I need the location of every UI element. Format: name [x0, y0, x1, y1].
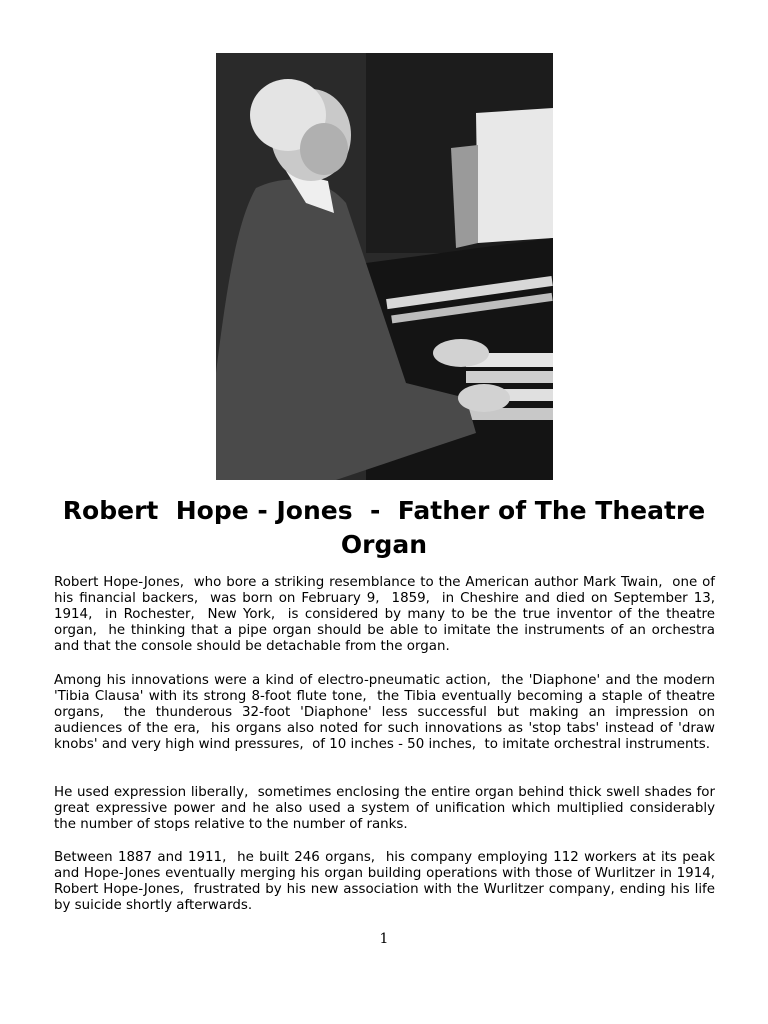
- paragraph-career: Between 1887 and 1911, he built 246 organs, his company employing 112 workers at its peak and Hope-Jones eventually merging his organ building operations with those of Wurlitzer in 1914, Robert Hope-Jones, frustrated by his new association with the Wurlitzer company, ending his life by suicide shortly afterwards.: [54, 850, 724, 913]
- paragraph-biography: Robert Hope-Jones, who bore a striking resemblance to the American author Mark Twain, one of his financial backers, was born on February 9, 1859, in Cheshire and died on September 13, 1914, in Rochester, New York, is considered by many to be the true inventor of the theatre organ, he thinking that a pipe organ should be able to imitate the instruments of an orchestra and that the console should be detachable from the organ.: [54, 575, 724, 654]
- paragraph-expression: He used expression liberally, sometimes enclosing the entire organ behind thick swell shades for great expressive power and he also used a system of unification which multiplied considerably the number of stops relative to the number of ranks.: [54, 785, 720, 832]
- paragraph-innovations: Among his innovations were a kind of electro-pneumatic action, the 'Diaphone' and the modern 'Tibia Clausa' with its strong 8-foot flute tone, the Tibia eventually becoming a staple of theatre organs, the thunderous 32-foot 'Diaphone' less successful but making an impression on audiences of the era, his organs also noted for such innovations as 'stop tabs' instead of 'draw knobs' and very high wind pressures, of 10 inches - 50 inches, to imitate orchestral instruments.: [54, 673, 720, 752]
- portrait-photo: [216, 53, 553, 480]
- page-number: 1: [379, 931, 389, 947]
- document-title: Robert Hope - Jones - Father of The Theatre Organ: [62, 496, 714, 559]
